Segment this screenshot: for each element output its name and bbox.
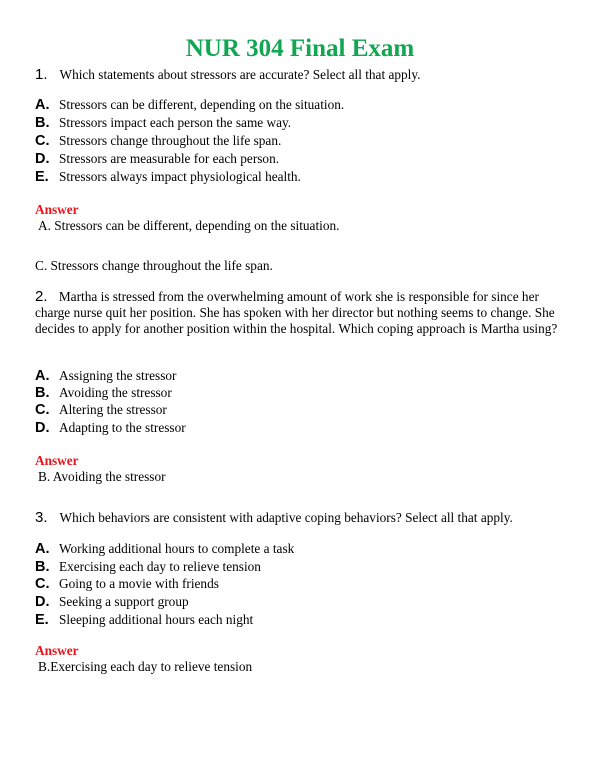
question-2-option-c bbox=[35, 402, 167, 420]
option-text: Altering the stressor bbox=[59, 402, 167, 417]
question-1-option-c bbox=[35, 133, 281, 151]
page-title: NUR 304 Final Exam bbox=[185, 35, 415, 62]
answer-text: B.Exercising each day to relieve tension bbox=[38, 659, 253, 674]
option-text: Stressors are measurable for each person. bbox=[59, 151, 280, 166]
option-letter: B. bbox=[35, 385, 50, 401]
option-letter: D. bbox=[35, 151, 50, 167]
question-3-option-e bbox=[35, 612, 253, 630]
option-letter: C. bbox=[35, 133, 50, 149]
question-3-option-c bbox=[35, 576, 219, 594]
option-letter: D. bbox=[35, 594, 50, 610]
option-letter: B. bbox=[35, 559, 50, 575]
option-letter: A. bbox=[35, 97, 50, 113]
option-text: Avoiding the stressor bbox=[59, 385, 172, 400]
option-letter: C. bbox=[35, 402, 50, 418]
option-text: Adapting to the stressor bbox=[59, 420, 186, 435]
answer-text: C. Stressors change throughout the life span. bbox=[35, 258, 273, 273]
answer-label: Answer bbox=[35, 202, 79, 217]
option-text: Sleeping additional hours each night bbox=[59, 612, 254, 627]
option-letter: C. bbox=[35, 576, 50, 592]
question-2-header bbox=[35, 289, 565, 337]
question-text: Which behaviors are consistent with adaptive coping behaviors? Select all that apply. bbox=[59, 510, 513, 525]
question-3-header bbox=[35, 509, 513, 527]
answer-text: A. Stressors can be different, depending on the situation. bbox=[38, 218, 340, 233]
option-letter: A. bbox=[35, 368, 50, 384]
option-letter: D. bbox=[35, 420, 50, 436]
option-text: Exercising each day to relieve tension bbox=[59, 559, 261, 574]
option-text: Stressors impact each person the same way. bbox=[59, 115, 292, 130]
answer-label: Answer bbox=[35, 643, 79, 658]
question-1-option-d bbox=[35, 151, 279, 169]
option-text: Going to a movie with friends bbox=[59, 576, 219, 591]
option-text: Stressors can be different, depending on the situation. bbox=[59, 97, 345, 112]
question-text: Which statements about stressors are accurate? Select all that apply. bbox=[59, 67, 421, 82]
option-letter: E. bbox=[35, 169, 49, 185]
question-number: 3. bbox=[35, 509, 48, 526]
question-2-option-b bbox=[35, 385, 172, 403]
question-2-option-a bbox=[35, 368, 176, 386]
option-text: Working additional hours to complete a task bbox=[59, 541, 295, 556]
question-2-option-d bbox=[35, 420, 186, 438]
question-text: Martha is stressed from the overwhelming amount of work she is responsible for since her charge nurse quit her position. She has spoken with her director but nothing seems to change. She decides to apply for another position within the hospital. Which coping approach is Martha using? bbox=[35, 289, 558, 336]
question-3-option-b bbox=[35, 559, 261, 577]
option-text: Stressors always impact physiological health. bbox=[59, 169, 301, 184]
answer-label: Answer bbox=[35, 453, 79, 468]
option-text: Seeking a support group bbox=[59, 594, 189, 609]
option-letter: E. bbox=[35, 612, 49, 628]
question-1-header bbox=[35, 66, 420, 84]
question-number: 1. bbox=[35, 66, 48, 83]
question-1-option-e bbox=[35, 169, 301, 187]
answer-text: B. Avoiding the stressor bbox=[38, 469, 166, 484]
question-1-option-b bbox=[35, 115, 291, 133]
option-text: Assigning the stressor bbox=[59, 368, 177, 383]
option-letter: B. bbox=[35, 115, 50, 131]
question-3-option-a bbox=[35, 541, 294, 559]
question-3-option-d bbox=[35, 594, 189, 612]
option-letter: A. bbox=[35, 541, 50, 557]
question-number: 2. bbox=[35, 288, 48, 305]
question-1-option-a bbox=[35, 97, 344, 115]
option-text: Stressors change throughout the life span. bbox=[59, 133, 282, 148]
